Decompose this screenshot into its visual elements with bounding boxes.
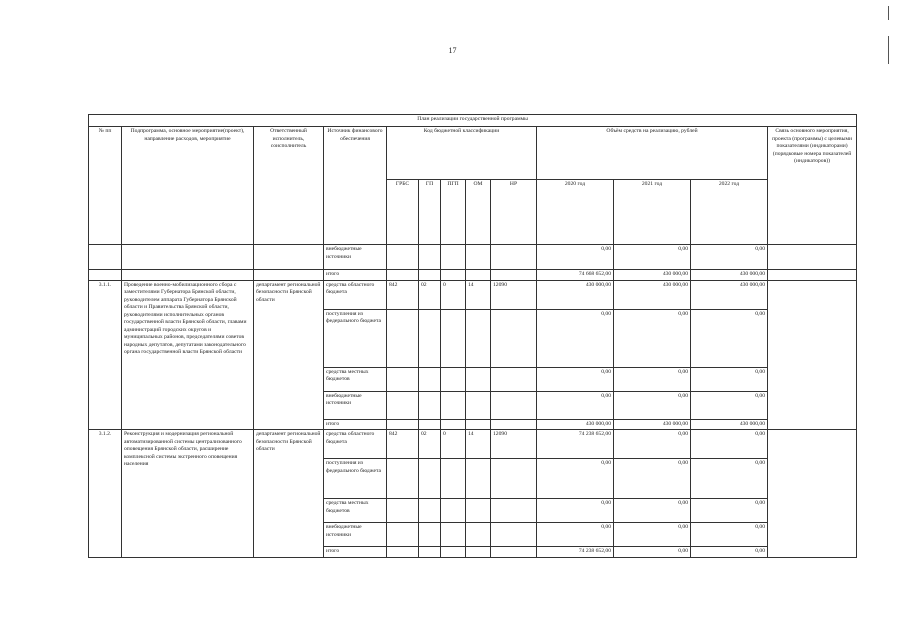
amount-2022-cell: 0,00 bbox=[691, 245, 768, 270]
amount-2022-cell: 0,00 bbox=[691, 499, 768, 523]
code-cell-nr bbox=[491, 270, 537, 281]
table-row bbox=[89, 430, 857, 459]
header-subprogram: Подпрограмма, основное мероприятие(проект), направление расходов, мероприятие bbox=[122, 127, 254, 245]
code-cell-grbs bbox=[387, 523, 419, 547]
indicator-link-cell bbox=[768, 270, 857, 281]
code-cell-om: 14 bbox=[466, 430, 491, 459]
code-cell-pgp bbox=[441, 523, 466, 547]
header-year-2022: 2022 год bbox=[691, 180, 768, 245]
amount-2022-cell: 0,00 bbox=[691, 430, 768, 459]
executor-cell bbox=[254, 245, 324, 270]
source-cell: средства областного бюджета bbox=[324, 280, 387, 309]
source-cell: итого bbox=[324, 270, 387, 281]
executor-cell: департамент региональной безопасности Брянской области bbox=[254, 280, 324, 430]
code-cell-gp bbox=[419, 419, 441, 430]
indicator-link-cell bbox=[768, 430, 857, 558]
indicator-link-cell bbox=[768, 245, 857, 270]
code-cell-grbs bbox=[387, 245, 419, 270]
code-cell-grbs: 842 bbox=[387, 430, 419, 459]
scan-edge-mark bbox=[888, 6, 889, 20]
source-cell: средства местных бюджетов bbox=[324, 367, 387, 391]
amount-2021-cell: 0,00 bbox=[614, 499, 691, 523]
number-cell bbox=[89, 245, 122, 270]
code-cell-gp bbox=[419, 459, 441, 499]
name-cell: Реконструкция и модернизация региональной автоматизированной системы централизованного оповещения Брянской области, расширение комплексной системы экстренного оповещения населения bbox=[122, 430, 254, 558]
name-cell: Проведение военно-мобилизационного сбора с заместителями Губернатора Брянской области, руководителем аппарата Губернатора Брянской области и Правительства Брянской области, руководителями исполнительных органов государственной власти Брянской области, главами администраций городских округов и муниципальных районов, председателями советов народных депутатов, депутатами законодательного органа государственной власти Брянской области bbox=[122, 280, 254, 430]
header-nr: НР bbox=[491, 180, 537, 245]
code-cell-nr bbox=[491, 245, 537, 270]
code-cell-om bbox=[466, 459, 491, 499]
header-source: Источник финансового обеспечения bbox=[324, 127, 387, 245]
amount-2021-cell: 0,00 bbox=[614, 523, 691, 547]
amount-2021-cell: 0,00 bbox=[614, 547, 691, 558]
amount-2021-cell: 0,00 bbox=[614, 367, 691, 391]
amount-2020-cell: 0,00 bbox=[537, 459, 614, 499]
number-cell: 3.1.2. bbox=[89, 430, 122, 558]
code-cell-grbs bbox=[387, 391, 419, 419]
code-cell-om bbox=[466, 270, 491, 281]
code-cell-gp bbox=[419, 309, 441, 367]
header-budget-code: Код бюджетной классификации bbox=[387, 127, 537, 180]
amount-2021-cell: 0,00 bbox=[614, 245, 691, 270]
code-cell-gp bbox=[419, 391, 441, 419]
code-cell-gp bbox=[419, 245, 441, 270]
code-cell-grbs bbox=[387, 499, 419, 523]
amount-2022-cell: 430 000,00 bbox=[691, 280, 768, 309]
executor-cell bbox=[254, 270, 324, 281]
indicator-link-cell bbox=[768, 280, 857, 430]
code-cell-pgp bbox=[441, 245, 466, 270]
source-cell: внебюджетные источники bbox=[324, 391, 387, 419]
header-indicator-link: Связь основного мероприятия, проекта (программы) с целевыми показателями (индикаторами) (порядковые номера показателей (индикаторов)) bbox=[768, 127, 857, 245]
amount-2021-cell: 0,00 bbox=[614, 391, 691, 419]
code-cell-grbs bbox=[387, 367, 419, 391]
amount-2021-cell: 0,00 bbox=[614, 430, 691, 459]
source-cell: итого bbox=[324, 419, 387, 430]
program-plan-table bbox=[88, 114, 857, 558]
code-cell-grbs bbox=[387, 459, 419, 499]
amount-2020-cell: 0,00 bbox=[537, 367, 614, 391]
code-cell-grbs: 842 bbox=[387, 280, 419, 309]
code-cell-pgp bbox=[441, 367, 466, 391]
amount-2022-cell: 0,00 bbox=[691, 309, 768, 367]
source-cell: внебюджетные источники bbox=[324, 523, 387, 547]
amount-2020-cell: 74 668 652,00 bbox=[537, 270, 614, 281]
amount-2020-cell: 0,00 bbox=[537, 245, 614, 270]
source-cell: средства областного бюджета bbox=[324, 430, 387, 459]
amount-2020-cell: 74 238 652,00 bbox=[537, 430, 614, 459]
amount-2020-cell: 430 000,00 bbox=[537, 419, 614, 430]
code-cell-grbs bbox=[387, 309, 419, 367]
code-cell-gp bbox=[419, 523, 441, 547]
code-cell-om bbox=[466, 419, 491, 430]
source-cell: итого bbox=[324, 547, 387, 558]
code-cell-om bbox=[466, 245, 491, 270]
code-cell-grbs bbox=[387, 419, 419, 430]
code-cell-nr bbox=[491, 391, 537, 419]
code-cell-om bbox=[466, 309, 491, 367]
header-num: № пп bbox=[89, 127, 122, 245]
table-title: План реализации государственной программы bbox=[89, 115, 857, 127]
code-cell-nr bbox=[491, 523, 537, 547]
amount-2021-cell: 0,00 bbox=[614, 309, 691, 367]
header-year-2020: 2020 год bbox=[537, 180, 614, 245]
code-cell-gp bbox=[419, 499, 441, 523]
code-cell-nr bbox=[491, 367, 537, 391]
code-cell-om: 14 bbox=[466, 280, 491, 309]
name-cell bbox=[122, 245, 254, 270]
amount-2022-cell: 0,00 bbox=[691, 523, 768, 547]
table-row bbox=[89, 280, 857, 309]
amount-2020-cell: 74 238 652,00 bbox=[537, 547, 614, 558]
code-cell-pgp bbox=[441, 547, 466, 558]
amount-2021-cell: 430 000,00 bbox=[614, 280, 691, 309]
amount-2022-cell: 430 000,00 bbox=[691, 419, 768, 430]
header-grbs: ГРБС bbox=[387, 180, 419, 245]
code-cell-om bbox=[466, 523, 491, 547]
code-cell-gp: 02 bbox=[419, 280, 441, 309]
code-cell-om bbox=[466, 391, 491, 419]
code-cell-pgp bbox=[441, 270, 466, 281]
code-cell-pgp bbox=[441, 419, 466, 430]
table-row bbox=[89, 245, 857, 270]
code-cell-pgp: 0 bbox=[441, 280, 466, 309]
header-gp: ГП bbox=[419, 180, 441, 245]
amount-2020-cell: 0,00 bbox=[537, 309, 614, 367]
code-cell-pgp bbox=[441, 499, 466, 523]
code-cell-om bbox=[466, 367, 491, 391]
amount-2021-cell: 430 000,00 bbox=[614, 419, 691, 430]
amount-2022-cell: 0,00 bbox=[691, 547, 768, 558]
code-cell-om bbox=[466, 547, 491, 558]
amount-2020-cell: 430 000,00 bbox=[537, 280, 614, 309]
executor-cell: департамент региональной безопасности Брянской области bbox=[254, 430, 324, 558]
amount-2022-cell: 0,00 bbox=[691, 367, 768, 391]
scan-edge-mark bbox=[888, 36, 889, 64]
code-cell-grbs bbox=[387, 547, 419, 558]
code-cell-nr: 12090 bbox=[491, 280, 537, 309]
source-cell: поступления из федерального бюджета bbox=[324, 309, 387, 367]
amount-2021-cell: 0,00 bbox=[614, 459, 691, 499]
code-cell-gp bbox=[419, 367, 441, 391]
number-cell bbox=[89, 270, 122, 281]
source-cell: средства местных бюджетов bbox=[324, 499, 387, 523]
code-cell-nr bbox=[491, 499, 537, 523]
amount-2020-cell: 0,00 bbox=[537, 391, 614, 419]
source-cell: поступления из федерального бюджета bbox=[324, 459, 387, 499]
code-cell-pgp: 0 bbox=[441, 430, 466, 459]
amount-2022-cell: 430 000,00 bbox=[691, 270, 768, 281]
header-executor: Ответственный исполнитель, соисполнитель bbox=[254, 127, 324, 245]
code-cell-nr bbox=[491, 309, 537, 367]
code-cell-gp bbox=[419, 547, 441, 558]
amount-2020-cell: 0,00 bbox=[537, 523, 614, 547]
header-volume: Объём средств на реализацию, рублей bbox=[537, 127, 768, 180]
amount-2020-cell: 0,00 bbox=[537, 499, 614, 523]
amount-2022-cell: 0,00 bbox=[691, 391, 768, 419]
code-cell-gp bbox=[419, 270, 441, 281]
header-year-2021: 2021 год bbox=[614, 180, 691, 245]
code-cell-gp: 02 bbox=[419, 430, 441, 459]
source-cell: внебюджетные источники bbox=[324, 245, 387, 270]
amount-2021-cell: 430 000,00 bbox=[614, 270, 691, 281]
header-pgp: ПГП bbox=[441, 180, 466, 245]
page-number: 17 bbox=[448, 46, 457, 55]
code-cell-nr bbox=[491, 419, 537, 430]
code-cell-nr: 12090 bbox=[491, 430, 537, 459]
code-cell-pgp bbox=[441, 309, 466, 367]
header-om: ОМ bbox=[466, 180, 491, 245]
code-cell-om bbox=[466, 499, 491, 523]
code-cell-pgp bbox=[441, 391, 466, 419]
code-cell-nr bbox=[491, 547, 537, 558]
code-cell-pgp bbox=[441, 459, 466, 499]
code-cell-grbs bbox=[387, 270, 419, 281]
name-cell bbox=[122, 270, 254, 281]
number-cell: 3.1.1. bbox=[89, 280, 122, 430]
table-row bbox=[89, 270, 857, 281]
amount-2022-cell: 0,00 bbox=[691, 459, 768, 499]
code-cell-nr bbox=[491, 459, 537, 499]
